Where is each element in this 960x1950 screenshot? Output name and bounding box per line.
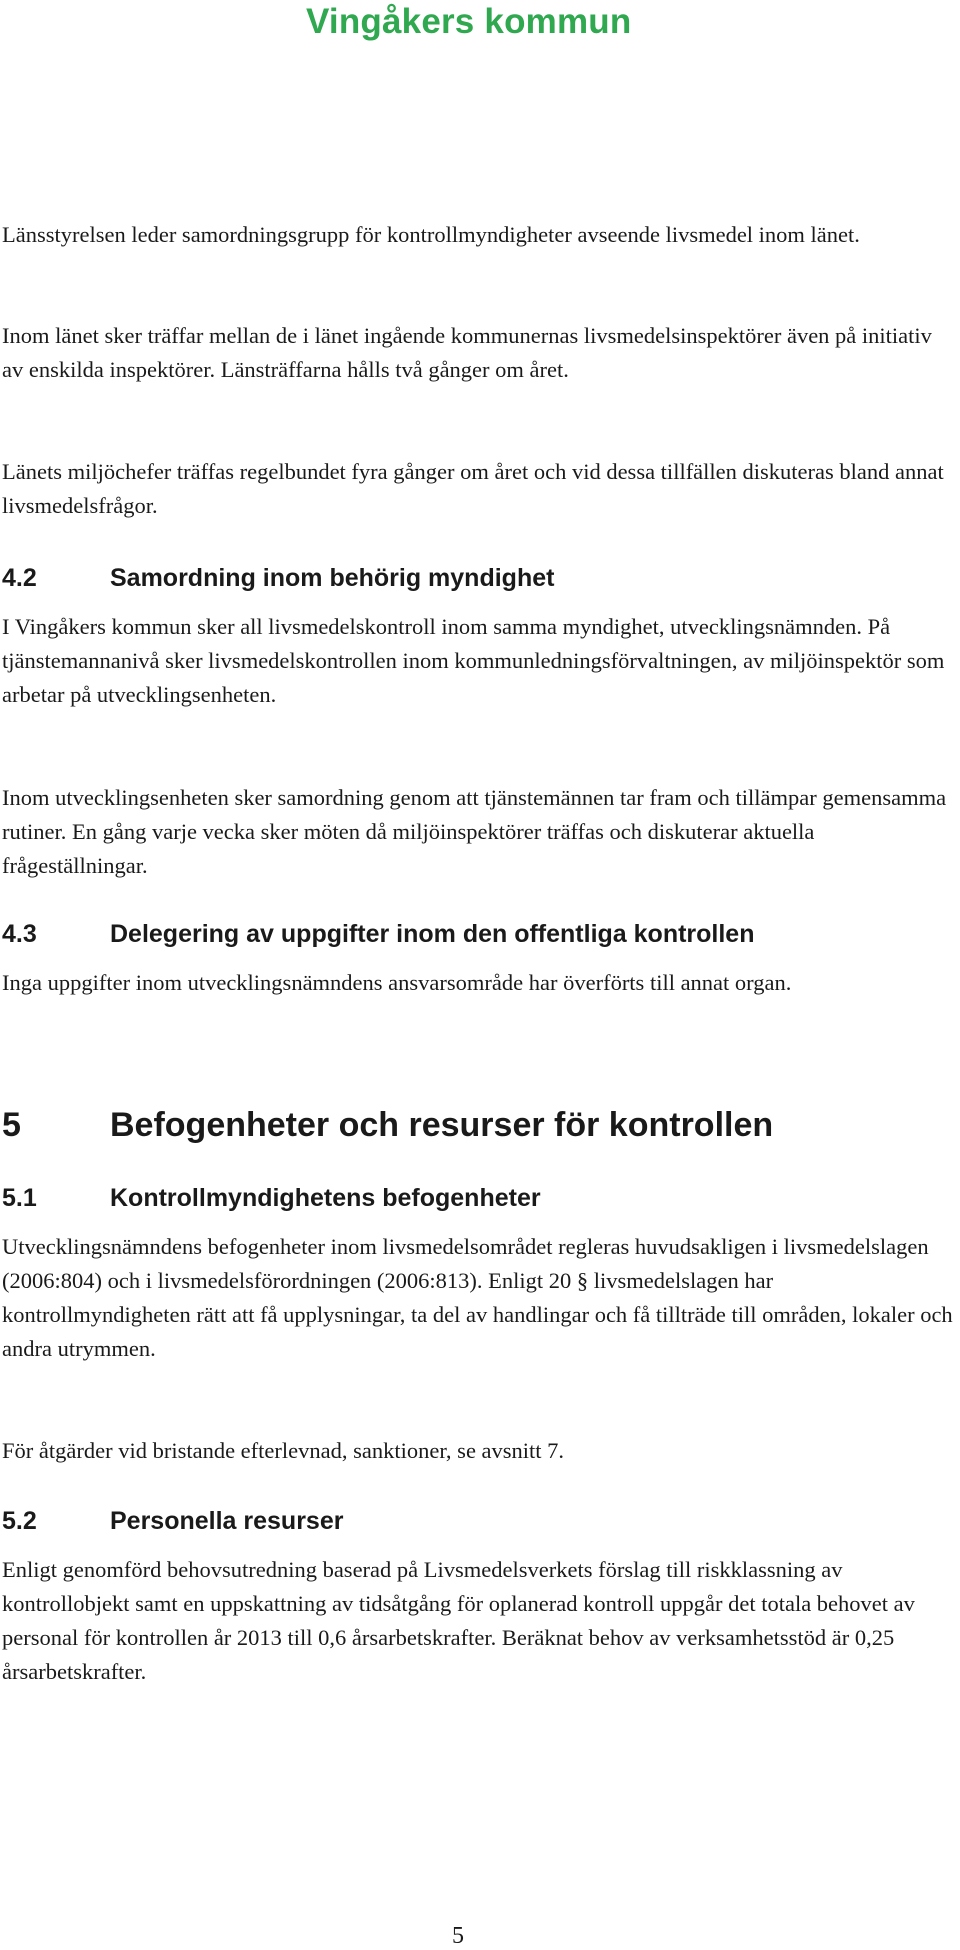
paragraph-delegering: Inga uppgifter inom utvecklingsnämndens ansvarsområde har överförts till annat organ. [2, 970, 792, 995]
paragraph-atgarder: För åtgärder vid bristande efterlevnad, sanktioner, se avsnitt 7. [2, 1438, 565, 1463]
section-heading-4-2 [2, 563, 554, 593]
page-number: 5 [452, 1923, 464, 1949]
paragraph-samordningsgrupp: Länsstyrelsen leder samordningsgrupp för kontrollmyndigheter avseende livsmedel inom länet. [2, 222, 860, 247]
section-heading-4-3 [2, 919, 754, 949]
section-number: 5.1 [2, 1184, 37, 1212]
section-number: 4.2 [2, 564, 37, 592]
section-title: Delegering av uppgifter inom den offentliga kontrollen [110, 920, 755, 948]
section-number: 5.2 [2, 1507, 37, 1535]
paragraph-lanstraffar: Inom länet sker träffar mellan de i länet ingående kommunernas livsmedelsinspektörer även på initiativ av enskilda inspektörer. Länsträffarna hålls två gånger om året. [2, 323, 932, 382]
chapter-number: 5 [2, 1106, 21, 1144]
org-name-header: Vingåkers kommun [306, 2, 632, 41]
paragraph-personella-resurser: Enligt genomförd behovsutredning baserad på Livsmedelsverkets förslag till riskklassning av kontrollobjekt samt en uppskattning av tidsåtgång för oplanerad kontroll uppgår det totala behovet av personal för kontrollen år 2013 till 0,6 årsarbetskrafter. Beräknat behov av verksamhetsstöd är 0,25 årsarbetskrafter. [2, 1557, 915, 1684]
paragraph-befogenheter: Utvecklingsnämndens befogenheter inom livsmedelsområdet regleras huvudsakligen i livsmedelslagen (2006:804) och i livsmedelsförordningen (2006:813). Enligt 20 § livsmedelslagen har kontrollmyndigheten rätt att få upplysningar, ta del av handlingar och få tillträde till områden, lokaler och andra utrymmen. [2, 1234, 953, 1361]
paragraph-samma-myndighet: I Vingåkers kommun sker all livsmedelskontroll inom samma myndighet, utvecklingsnämnden. På tjänstemannanivå sker livsmedelskontrollen inom kommunledningsförvaltningen, av miljöinspektör som arbetar på utvecklingsenheten. [2, 614, 945, 707]
section-number: 4.3 [2, 920, 37, 948]
section-title: Samordning inom behörig myndighet [110, 564, 555, 592]
paragraph-miljochefer: Länets miljöchefer träffas regelbundet fyra gånger om året och vid dessa tillfällen diskuteras bland annat livsmedelsfrågor. [2, 459, 944, 518]
section-heading-5-1 [2, 1183, 541, 1213]
chapter-title: Befogenheter och resurser för kontrollen [110, 1106, 774, 1144]
section-title: Personella resurser [110, 1507, 344, 1535]
section-heading-5-2 [2, 1506, 343, 1536]
section-title: Kontrollmyndighetens befogenheter [110, 1184, 541, 1212]
chapter-heading-5 [2, 1105, 773, 1145]
paragraph-utvecklingsenheten: Inom utvecklingsenheten sker samordning genom att tjänstemännen tar fram och tillämpar gemensamma rutiner. En gång varje vecka sker möten då miljöinspektörer träffas och diskuterar aktuella frågeställningar. [2, 785, 947, 878]
